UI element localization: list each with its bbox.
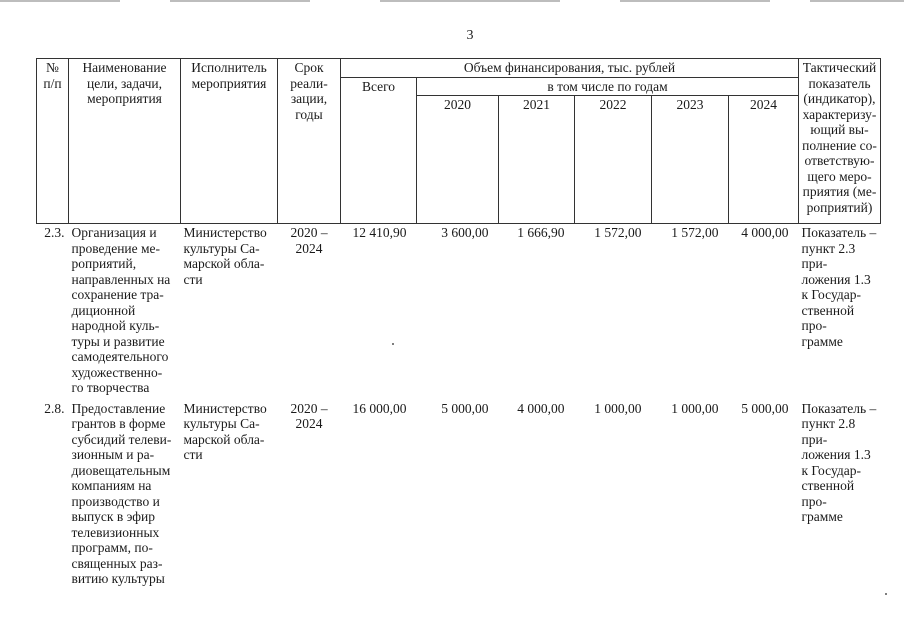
scan-edge-line bbox=[0, 0, 120, 2]
header-name: Наименование цели, задачи, мероприятия bbox=[69, 59, 181, 224]
scan-edge-line bbox=[380, 0, 560, 2]
header-funding: Объем финансирования, тыс. рублей bbox=[341, 59, 799, 78]
row-name: Предоставление грантов в форме субсидий телеви- зионным и ра- диовещательным компаниям на производство и выпуск в эфир телевизионных программ, по- священных раз- витию культуры bbox=[71, 400, 172, 586]
scan-speck bbox=[885, 593, 887, 595]
table-row bbox=[37, 400, 881, 590]
scan-edge-line bbox=[810, 0, 904, 2]
header-by-years: в том числе по годам bbox=[417, 77, 799, 96]
header-year: 2023 bbox=[652, 96, 729, 224]
scan-edge-line bbox=[620, 0, 770, 2]
table-row bbox=[37, 224, 881, 400]
row-year-value: 3 600,00 bbox=[441, 225, 489, 240]
row-year-value: 4 000,00 bbox=[517, 400, 565, 416]
header-year: 2021 bbox=[499, 96, 575, 224]
row-year-value: 1 666,90 bbox=[517, 225, 565, 240]
row-term: 2020 – 2024 bbox=[290, 225, 328, 256]
scan-speck bbox=[392, 343, 394, 345]
row-name: Организация и проведение ме- роприятий, направленных на сохранение тра- диционной народной куль- туры и развитие самодеятельного художественно- го творчества bbox=[71, 225, 171, 395]
header-executor: Исполнитель мероприятия bbox=[181, 59, 278, 224]
header-year: 2020 bbox=[417, 96, 499, 224]
header-num: № п/п bbox=[37, 59, 69, 224]
page-number: 3 bbox=[466, 28, 474, 43]
row-term: 2020 – 2024 bbox=[290, 400, 328, 431]
row-year-value: 4 000,00 bbox=[741, 225, 789, 240]
row-year-value: 5 000,00 bbox=[741, 400, 789, 416]
header-term: Срок реали- зации, годы bbox=[278, 59, 341, 224]
row-indicator: Показатель – пункт 2.3 при- ложения 1.3 к Государ- ственной про- грамме bbox=[801, 225, 877, 349]
row-indicator: Показатель – пункт 2.8 при- ложения 1.3 к Государ- ственной про- грамме bbox=[801, 400, 877, 524]
row-num: 2.8. bbox=[44, 400, 65, 416]
row-year-value: 1 000,00 bbox=[671, 400, 719, 416]
row-num: 2.3. bbox=[44, 225, 65, 240]
scan-edge-line bbox=[170, 0, 310, 2]
row-executor: Министерство культуры Са- марской обла- сти bbox=[183, 400, 267, 462]
row-total: 12 410,90 bbox=[352, 225, 407, 240]
header-total: Всего bbox=[341, 77, 417, 224]
row-executor: Министерство культуры Са- марской обла- сти bbox=[183, 225, 267, 287]
header-indicator: Тактический показатель (индикатор), характеризу- ющий вы- полнение со- ответствую- щего меро- приятия (ме- роприятий) bbox=[799, 59, 881, 224]
row-year-value: 1 572,00 bbox=[594, 225, 642, 240]
funding-table bbox=[36, 58, 881, 590]
header-year: 2024 bbox=[729, 96, 799, 224]
row-year-value: 1 572,00 bbox=[671, 225, 719, 240]
row-year-value: 5 000,00 bbox=[441, 400, 489, 416]
row-total: 16 000,00 bbox=[352, 400, 407, 416]
row-year-value: 1 000,00 bbox=[594, 400, 642, 416]
header-year: 2022 bbox=[575, 96, 652, 224]
